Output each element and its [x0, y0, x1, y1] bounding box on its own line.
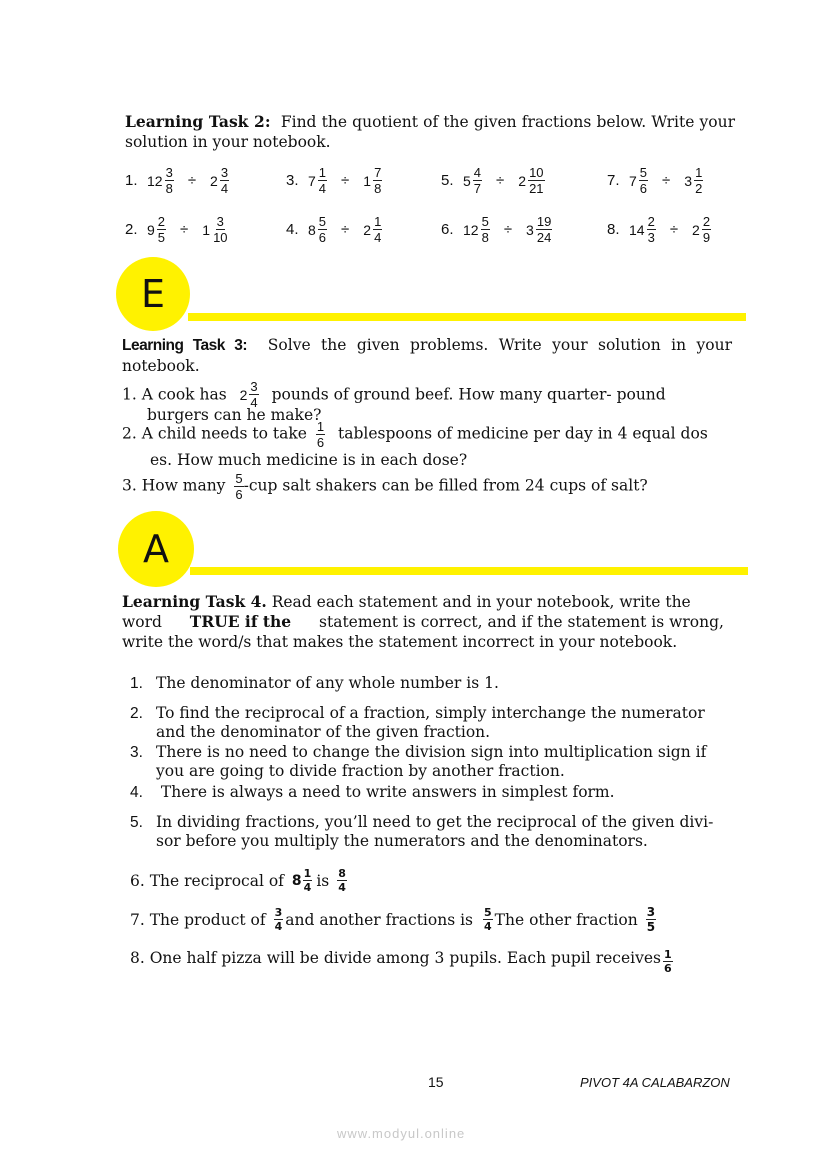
fraction-denominator: 4	[274, 920, 283, 933]
fraction-whole: 14	[629, 221, 645, 238]
fraction-whole: 3	[684, 172, 693, 189]
fraction-denominator: 7	[473, 181, 482, 196]
fraction-denominator: 4	[484, 920, 492, 933]
section-a-bar	[190, 567, 748, 575]
task4-item-7-fraction-2	[483, 907, 493, 932]
mixed-number	[526, 215, 552, 244]
task4-item-6-fraction-2	[337, 868, 347, 893]
fraction-denominator: 4	[250, 395, 258, 410]
fraction-denominator: 2	[695, 181, 703, 196]
fraction-denominator: 4	[318, 181, 327, 196]
task4-item-7-fraction-1	[274, 907, 284, 932]
fraction-numerator: 3	[165, 165, 173, 180]
fraction-whole: 3	[526, 221, 534, 238]
section-a-letter: A	[143, 527, 169, 571]
section-e-bar	[188, 313, 746, 321]
problem-number: 4.	[286, 221, 299, 238]
fraction-numerator: 5	[318, 214, 327, 229]
fraction-denominator: 10	[213, 230, 228, 245]
fraction-numerator: 8	[338, 867, 346, 880]
divide-sign: ÷	[662, 172, 671, 189]
fraction-numerator: 1	[303, 867, 312, 880]
task2-problem	[125, 215, 229, 244]
task2-problem	[441, 215, 552, 244]
task4-item-7-text-a: 7. The product of	[130, 910, 266, 929]
fraction-whole: 1	[363, 172, 372, 189]
task4-text-word: word	[122, 613, 162, 631]
fraction-whole: 12	[147, 172, 163, 189]
fraction-denominator: 4	[374, 230, 382, 245]
fraction-numerator: 5	[639, 165, 648, 180]
task2-problem	[607, 166, 703, 195]
divide-sign: ÷	[503, 221, 513, 238]
fraction-denominator: 6	[318, 230, 327, 245]
task3-instructions: Solve the given problems. Write your solution in your notebook.	[122, 336, 732, 375]
divide-sign: ÷	[669, 221, 679, 238]
task3-item-3-fraction	[234, 472, 243, 501]
mixed-number	[308, 166, 327, 195]
task2-problem	[286, 215, 382, 244]
task3-item-1-line2: burgers can he make?	[147, 406, 322, 424]
fraction-denominator: 8	[374, 181, 382, 196]
problem-number: 8.	[607, 221, 620, 238]
fraction-numerator: 3	[220, 165, 229, 180]
task4-text-line2: statement is correct, and if the statement is wrong,	[319, 613, 724, 631]
fraction-numerator: 3	[646, 905, 656, 919]
task3-item-2	[122, 420, 742, 449]
task4-item-7	[130, 906, 656, 933]
task3-item-2-text-b: tablespoons of medicine per day in 4 equal dos	[338, 424, 708, 443]
task4-item-8	[130, 943, 673, 975]
mixed-number	[308, 215, 327, 244]
fraction-denominator: 5	[157, 230, 166, 245]
divide-sign: ÷	[180, 221, 189, 238]
task4-heading: Learning Task 4.	[122, 592, 267, 611]
item-text-line1: There is always a need to write answers in simplest form.	[156, 783, 615, 801]
task4-item-8-text: 8. One half pizza will be divide among 3 pupils. Each pupil receives	[130, 949, 661, 967]
fraction-numerator: 1	[374, 214, 382, 229]
problem-number: 1.	[125, 172, 138, 189]
footer-brand: PIVOT 4A CALABARZON	[580, 1075, 730, 1090]
item-text-line2: and the denominator of the given fraction.	[156, 723, 491, 741]
fraction-numerator: 5	[481, 214, 489, 229]
task2-problem	[607, 215, 711, 244]
divide-sign: ÷	[341, 221, 350, 238]
task4-item	[130, 743, 750, 781]
fraction-whole: 2	[363, 221, 372, 238]
mixed-number	[692, 215, 711, 244]
fraction-numerator: 1	[663, 948, 672, 961]
mixed-number	[147, 166, 174, 195]
task3-item-3-text-a: 3. How many	[122, 476, 226, 495]
fraction-denominator: 6	[663, 962, 672, 975]
fraction-numerator: 5	[235, 471, 243, 486]
task3-item-3	[122, 472, 742, 501]
task4-text-true: TRUE if the	[189, 612, 292, 631]
divide-sign: ÷	[341, 172, 350, 189]
fraction-numerator: 1	[695, 165, 703, 180]
fraction-whole: 1	[202, 221, 211, 238]
task3-item-2-fraction	[316, 420, 325, 449]
fraction-whole: 7	[308, 172, 316, 189]
task2-problem	[125, 166, 229, 195]
mixed-number	[363, 215, 382, 244]
item-number: 3.	[130, 744, 143, 761]
mixed-number	[210, 166, 229, 195]
mixed-number	[463, 166, 482, 195]
mixed-number	[463, 215, 490, 244]
fraction-denominator: 5	[646, 920, 656, 934]
problem-number: 7.	[607, 172, 620, 189]
fraction-denominator: 6	[235, 487, 243, 502]
item-number: 4.	[130, 784, 143, 801]
item-text-line1: In dividing fractions, you’ll need to get the reciprocal of the given divi-	[156, 813, 714, 831]
task2-paragraph	[125, 112, 735, 152]
task4-item	[130, 674, 750, 693]
mixed-number	[684, 166, 703, 195]
item-text-line2: you are going to divide fraction by another fraction.	[156, 762, 565, 780]
fraction-numerator: 1	[316, 419, 325, 434]
item-number: 5.	[130, 814, 143, 831]
task3-item-1-text-b: pounds of ground beef. How many quarter- pound	[271, 385, 666, 404]
fraction-numerator: 7	[374, 165, 382, 180]
task4-item-6-fraction-1	[292, 868, 312, 893]
fraction-whole: 2	[518, 172, 527, 189]
task4-text-line1: Read each statement and in your notebook, write the	[271, 593, 691, 611]
task4-item-6	[130, 868, 347, 893]
fraction-denominator: 24	[536, 230, 552, 245]
fraction-numerator: 5	[484, 906, 492, 919]
task2-heading: Learning Task 2:	[125, 112, 271, 131]
task3-heading: Learning Task 3:	[122, 337, 247, 354]
fraction-whole: 9	[147, 221, 155, 238]
fraction-whole: 2	[692, 221, 700, 238]
task4-item-8-fraction	[663, 949, 673, 974]
task2-instructions: Find the quotient of the given fractions below. Write your solution in your notebook.	[125, 113, 736, 151]
fraction-numerator: 2	[157, 214, 166, 229]
item-text-line1: The denominator of any whole number is 1.	[156, 674, 499, 692]
task4-text-line3: write the word/s that makes the statement incorrect in your notebook.	[122, 633, 678, 651]
fraction-numerator: 3	[216, 214, 224, 229]
section-a-badge	[118, 511, 194, 587]
fraction-numerator: 1	[318, 165, 327, 180]
problem-number: 3.	[286, 172, 299, 189]
fraction-denominator: 4	[338, 881, 346, 894]
mixed-number	[629, 166, 648, 195]
task4-item-7-text-c: The other fraction	[494, 910, 638, 929]
task3-item-3-text-b: -cup salt shakers can be filled from 24 cups of salt?	[243, 476, 648, 495]
fraction-denominator: 21	[529, 181, 544, 196]
task2-problem	[441, 166, 545, 195]
task3-item-1-text-a: 1. A cook has	[122, 385, 227, 404]
task4-item	[130, 704, 750, 742]
divide-sign: ÷	[496, 172, 505, 189]
task4-item-6-text-b: is	[316, 871, 330, 890]
fraction-whole: 2	[210, 172, 218, 189]
mixed-number	[629, 215, 656, 244]
fraction-denominator: 4	[220, 181, 229, 196]
fraction-numerator: 2	[647, 214, 655, 229]
mixed-number	[363, 166, 382, 195]
fraction-denominator: 4	[303, 881, 312, 894]
task4-item-6-text-a: 6. The reciprocal of	[130, 871, 284, 890]
item-text-line2: sor before you multiply the numerators and the denominators.	[156, 832, 648, 850]
item-text-line1: To find the reciprocal of a fraction, simply interchange the numerator	[156, 704, 705, 722]
fraction-denominator: 3	[647, 230, 655, 245]
mixed-number	[518, 166, 544, 195]
problem-number: 5.	[441, 172, 454, 189]
fraction-numerator: 19	[536, 214, 552, 229]
fraction-whole: 8	[291, 872, 302, 889]
task3-item-2-line2: es. How much medicine is in each dose?	[150, 451, 468, 469]
fraction-denominator: 8	[165, 181, 173, 196]
task4-item	[130, 783, 750, 802]
fraction-denominator: 8	[481, 230, 489, 245]
divide-sign: ÷	[187, 172, 197, 189]
fraction-numerator: 4	[473, 165, 482, 180]
item-number: 2.	[130, 705, 143, 722]
fraction-whole: 5	[463, 172, 471, 189]
task4-item	[130, 813, 750, 851]
task3-item-2-text-a: 2. A child needs to take	[122, 424, 307, 443]
fraction-numerator: 10	[529, 165, 544, 180]
fraction-numerator: 3	[250, 379, 258, 394]
fraction-denominator: 9	[702, 230, 711, 245]
task4-paragraph	[122, 592, 724, 652]
watermark: www.modyul.online	[337, 1126, 466, 1141]
task3-paragraph	[122, 335, 732, 376]
item-text-line1: There is no need to change the division sign into multiplication sign if	[156, 743, 707, 761]
fraction-denominator: 6	[639, 181, 648, 196]
mixed-number	[202, 215, 228, 244]
problem-number: 6.	[441, 221, 454, 238]
fraction-whole: 8	[308, 221, 316, 238]
section-e-letter: E	[140, 272, 165, 316]
fraction-numerator: 3	[274, 906, 283, 919]
fraction-whole: 12	[463, 221, 479, 238]
problem-number: 2.	[125, 221, 138, 238]
page-number: 15	[428, 1074, 444, 1090]
section-e-badge	[116, 257, 190, 331]
item-number: 1.	[130, 675, 143, 692]
fraction-whole: 7	[629, 172, 637, 189]
task4-item-7-fraction-3	[646, 906, 656, 933]
fraction-whole: 2	[239, 386, 248, 403]
task2-problem	[286, 166, 382, 195]
mixed-number	[147, 215, 166, 244]
task4-item-7-text-b: and another fractions is	[285, 910, 473, 929]
fraction-denominator: 6	[316, 435, 325, 450]
fraction-numerator: 2	[702, 214, 711, 229]
